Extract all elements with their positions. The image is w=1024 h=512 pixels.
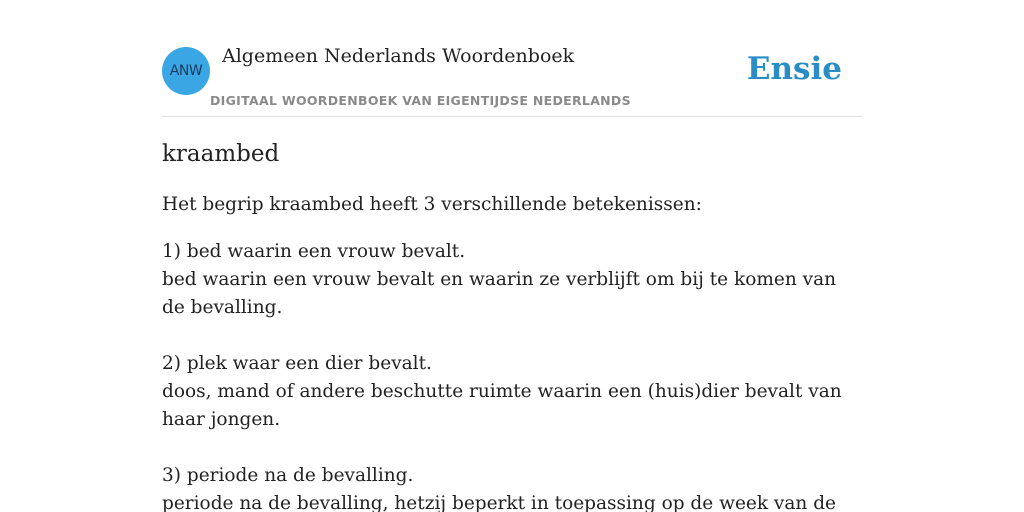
site-subtitle: DIGITAAL WOORDENBOEK VAN EIGENTIJDSE NEDERLANDS bbox=[210, 93, 631, 108]
entry-content bbox=[162, 138, 842, 512]
site-header bbox=[162, 0, 862, 117]
sense-item bbox=[162, 238, 842, 322]
sense-definition: doos, mand of andere beschutte ruimte waarin een (huis)dier bevalt van haar jongen. bbox=[162, 381, 842, 430]
sense-title: 3) periode na de bevalling. bbox=[162, 465, 414, 486]
site-title[interactable]: Algemeen Nederlands Woordenboek bbox=[222, 45, 575, 67]
anw-logo[interactable]: ANW bbox=[162, 47, 210, 95]
entry-headword: kraambed bbox=[162, 141, 280, 167]
sense-definition: periode na de bevalling, hetzij beperkt in toepassing op de week van de bbox=[162, 493, 836, 512]
sense-item bbox=[162, 462, 842, 512]
sense-title: 2) plek waar een dier bevalt. bbox=[162, 353, 432, 374]
sense-title: 1) bed waarin een vrouw bevalt. bbox=[162, 241, 466, 262]
entry-intro: Het begrip kraambed heeft 3 verschillende betekenissen: bbox=[162, 194, 702, 215]
ensie-brand-link[interactable]: Ensie bbox=[746, 51, 842, 87]
sense-definition: bed waarin een vrouw bevalt en waarin ze verblijft om bij te komen van de bevalling. bbox=[162, 269, 837, 318]
sense-item bbox=[162, 350, 842, 434]
